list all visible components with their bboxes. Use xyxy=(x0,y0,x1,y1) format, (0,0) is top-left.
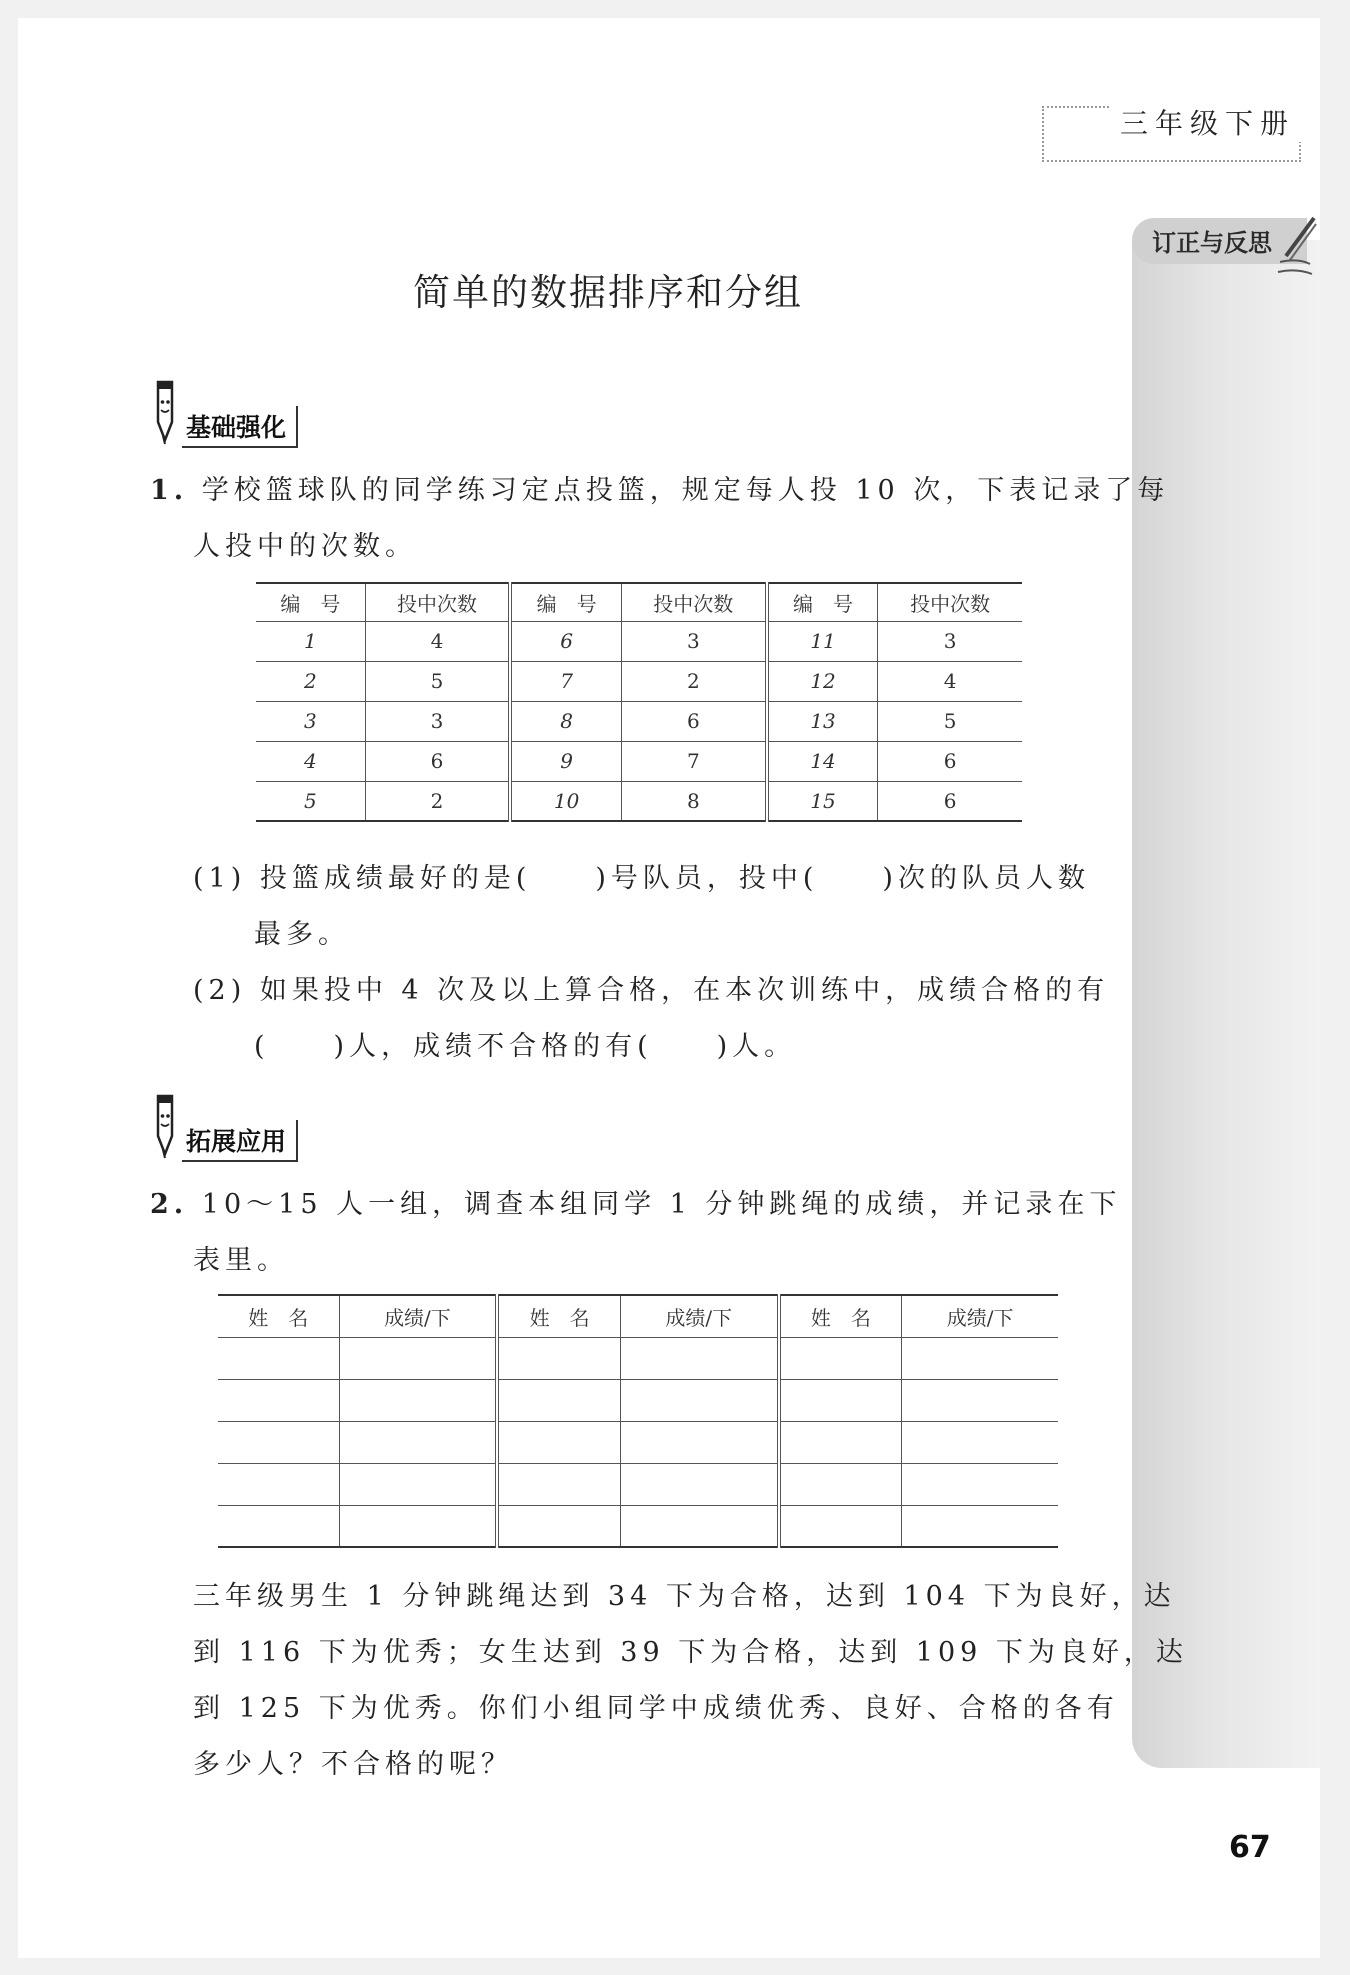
cell-hits: 3 xyxy=(621,621,766,661)
cell-blank[interactable] xyxy=(902,1421,1058,1463)
cell-id: 14 xyxy=(767,741,878,781)
q1-text-line1: 学校篮球队的同学练习定点投篮，规定每人投 10 次，下表记录了每 xyxy=(201,475,1170,506)
cell-hits: 3 xyxy=(365,701,510,741)
th-score: 成绩/下 xyxy=(339,1295,497,1337)
cell-hits: 6 xyxy=(621,701,766,741)
cell-blank[interactable] xyxy=(779,1463,902,1505)
cell-blank[interactable] xyxy=(339,1421,497,1463)
q1-text-line2: 人投中的次数。 xyxy=(193,531,417,562)
cell-hits: 4 xyxy=(365,621,510,661)
grade-label: 三年级下册 xyxy=(1110,102,1305,142)
cell-id: 13 xyxy=(767,701,878,741)
cell-id: 5 xyxy=(256,781,365,821)
cell-blank[interactable] xyxy=(620,1463,778,1505)
q2-para-line2: 到 116 下为优秀；女生达到 39 下为合格，达到 109 下为良好，达 xyxy=(193,1637,1188,1668)
cell-hits: 2 xyxy=(365,781,510,821)
cell-id: 4 xyxy=(256,741,365,781)
cell-id: 11 xyxy=(767,621,878,661)
q2-para-line1: 三年级男生 1 分钟跳绳达到 34 下为合格，达到 104 下为良好，达 xyxy=(193,1581,1176,1612)
q1-sub1-line2: 最多。 xyxy=(254,919,350,950)
cell-blank[interactable] xyxy=(779,1379,902,1421)
q2-line1 xyxy=(150,1182,1121,1221)
table-row-empty xyxy=(218,1379,1058,1421)
section-label-extend: 拓展应用 xyxy=(182,1120,298,1162)
cell-hits: 3 xyxy=(878,621,1022,661)
cell-hits: 7 xyxy=(621,741,766,781)
th-id: 编 号 xyxy=(256,583,365,621)
cell-blank[interactable] xyxy=(779,1505,902,1547)
cell-hits: 4 xyxy=(878,661,1022,701)
cell-blank[interactable] xyxy=(218,1421,339,1463)
th-hits: 投中次数 xyxy=(365,583,510,621)
cell-id: 10 xyxy=(510,781,621,821)
cell-blank[interactable] xyxy=(902,1505,1058,1547)
cell-id: 8 xyxy=(510,701,621,741)
cell-id: 15 xyxy=(767,781,878,821)
q1-sub2-line2: ( )人，成绩不合格的有( )人。 xyxy=(254,1031,797,1062)
table-header-row xyxy=(218,1295,1058,1337)
cell-blank[interactable] xyxy=(218,1505,339,1547)
q1-sub1-line1: (1) 投篮成绩最好的是( )号队员，投中( )次的队员人数 xyxy=(193,863,1090,894)
table-header-row xyxy=(256,583,1022,621)
jump-rope-record-table xyxy=(218,1294,1058,1548)
cell-hits: 6 xyxy=(365,741,510,781)
th-id: 编 号 xyxy=(510,583,621,621)
cell-blank[interactable] xyxy=(902,1337,1058,1379)
cell-id: 6 xyxy=(510,621,621,661)
th-hits: 投中次数 xyxy=(878,583,1022,621)
cell-hits: 2 xyxy=(621,661,766,701)
section-label-basic: 基础强化 xyxy=(182,406,298,448)
q1-line1 xyxy=(150,468,1169,507)
cell-blank[interactable] xyxy=(620,1337,778,1379)
cell-blank[interactable] xyxy=(620,1421,778,1463)
cell-id: 9 xyxy=(510,741,621,781)
side-tab-label: 订正与反思 xyxy=(1152,229,1272,257)
th-name: 姓 名 xyxy=(779,1295,902,1337)
cell-blank[interactable] xyxy=(497,1505,620,1547)
cell-blank[interactable] xyxy=(339,1379,497,1421)
th-score: 成绩/下 xyxy=(902,1295,1058,1337)
table-row xyxy=(256,781,1022,821)
cell-blank[interactable] xyxy=(902,1379,1058,1421)
cell-hits: 5 xyxy=(365,661,510,701)
q2-text-line1: 10～15 人一组，调查本组同学 1 分钟跳绳的成绩，并记录在下 xyxy=(201,1189,1122,1220)
cell-blank[interactable] xyxy=(218,1463,339,1505)
cell-blank[interactable] xyxy=(218,1379,339,1421)
q1-sub2-line1: (2) 如果投中 4 次及以上算合格，在本次训练中，成绩合格的有 xyxy=(193,975,1110,1006)
cell-blank[interactable] xyxy=(339,1337,497,1379)
cell-blank[interactable] xyxy=(620,1505,778,1547)
table-row xyxy=(256,741,1022,781)
q2-para-line4: 多少人？不合格的呢？ xyxy=(193,1749,513,1780)
cell-blank[interactable] xyxy=(902,1463,1058,1505)
cell-id: 7 xyxy=(510,661,621,701)
cell-blank[interactable] xyxy=(497,1463,620,1505)
q2-para-line3: 到 125 下为优秀。你们小组同学中成绩优秀、良好、合格的各有 xyxy=(193,1693,1119,1724)
cell-hits: 6 xyxy=(878,741,1022,781)
table-row xyxy=(256,701,1022,741)
cell-blank[interactable] xyxy=(339,1505,497,1547)
cell-blank[interactable] xyxy=(620,1379,778,1421)
q2-number: 2. xyxy=(150,1189,189,1220)
cell-blank[interactable] xyxy=(779,1421,902,1463)
section-extend xyxy=(150,1092,298,1162)
cell-hits: 6 xyxy=(878,781,1022,821)
cell-id: 12 xyxy=(767,661,878,701)
cell-hits: 8 xyxy=(621,781,766,821)
pencil-icon xyxy=(150,378,184,448)
table-row xyxy=(256,661,1022,701)
th-name: 姓 名 xyxy=(218,1295,339,1337)
page-title: 简单的数据排序和分组 xyxy=(413,271,803,314)
page-number: 67 xyxy=(1229,1830,1271,1865)
th-hits: 投中次数 xyxy=(621,583,766,621)
th-score: 成绩/下 xyxy=(620,1295,778,1337)
table-row-empty xyxy=(218,1505,1058,1547)
cell-blank[interactable] xyxy=(218,1337,339,1379)
table-row-empty xyxy=(218,1337,1058,1379)
cell-blank[interactable] xyxy=(497,1421,620,1463)
table-row-empty xyxy=(218,1421,1058,1463)
cell-blank[interactable] xyxy=(497,1337,620,1379)
throw-results-table xyxy=(256,582,1022,822)
cell-blank[interactable] xyxy=(497,1379,620,1421)
table-row xyxy=(256,621,1022,661)
q2-text-line2: 表里。 xyxy=(193,1245,289,1276)
q1-number: 1. xyxy=(150,475,189,506)
section-basic xyxy=(150,378,298,448)
th-id: 编 号 xyxy=(767,583,878,621)
pen-icon xyxy=(1276,214,1320,284)
cell-blank[interactable] xyxy=(779,1337,902,1379)
table-row-empty xyxy=(218,1463,1058,1505)
pencil-icon xyxy=(150,1092,184,1162)
cell-hits: 5 xyxy=(878,701,1022,741)
th-name: 姓 名 xyxy=(497,1295,620,1337)
cell-id: 2 xyxy=(256,661,365,701)
cell-id: 1 xyxy=(256,621,365,661)
cell-blank[interactable] xyxy=(339,1463,497,1505)
cell-id: 3 xyxy=(256,701,365,741)
